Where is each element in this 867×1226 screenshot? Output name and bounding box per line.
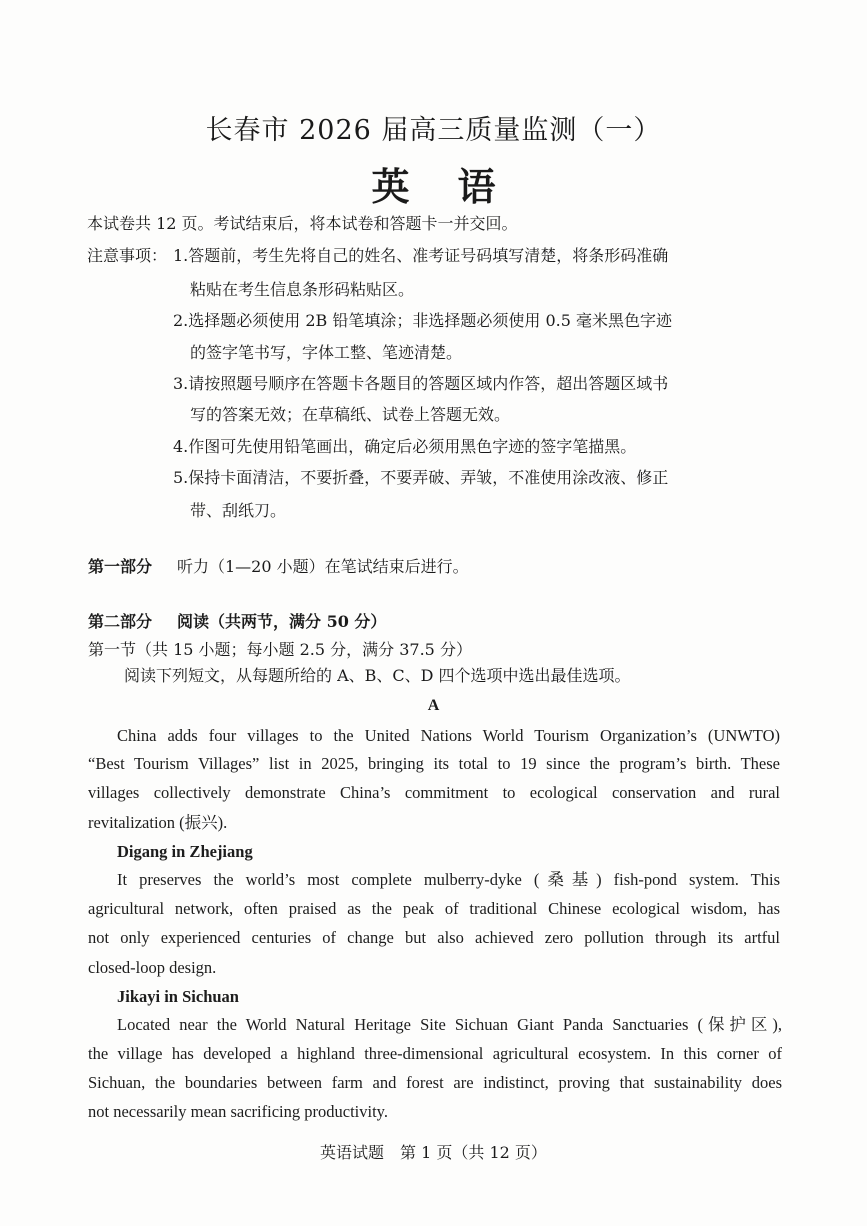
passage-line: Sichuan, the boundaries between farm and forest are indistinct, proving that sustainability does (88, 1073, 782, 1092)
note-item-3-line1: 3.请按照题号顺序在答题卡各题目的答题区域内作答，超出答题区域书 (173, 374, 669, 393)
section-heading: Jikayi in Sichuan (117, 987, 239, 1006)
passage-line: closed-loop design. (88, 958, 217, 977)
note-item-2-line2: 的签字笔书写，字体工整、笔迹清楚。 (190, 343, 463, 362)
note-item-5-line1: 5.保持卡面清洁，不要折叠，不要弄破、弄皱，不准使用涂改液、修正 (173, 468, 669, 487)
page-footer: 英语试题 第 1 页（共 12 页） (320, 1143, 547, 1162)
passage-line: “Best Tourism Villages” list in 2025, bringing its total to 19 since the program’s birth. These (88, 754, 780, 773)
passage-line: China adds four villages to the United Nations World Tourism Organization’s (UNWTO) (117, 726, 780, 745)
passage-line: the village has developed a highland three-dimensional agricultural ecosystem. In this corner of (88, 1044, 782, 1063)
passage-line: Located near the World Natural Heritage Site Sichuan Giant Panda Sanctuaries (保护区), (117, 1015, 782, 1034)
note-item-1-line1: 1.答题前，考生先将自己的姓名、准考证号码填写清楚，将条形码准确 (173, 246, 669, 265)
subject-title: 英语 (371, 164, 544, 209)
reading-direction: 阅读下列短文，从每题所给的 A、B、C、D 四个选项中选出最佳选项。 (124, 666, 631, 685)
passage-line: not necessarily mean sacrificing productivity. (88, 1102, 388, 1121)
part1-text: 听力（1—20 小题）在笔试结束后进行。 (177, 557, 469, 576)
exam-intro: 本试卷共 12 页。考试结束后，将本试卷和答题卡一并交回。 (87, 214, 518, 233)
note-item-5-line2: 带、刮纸刀。 (190, 501, 287, 520)
section-info: 第一节（共 15 小题；每小题 2.5 分，满分 37.5 分） (88, 640, 472, 659)
passage-line: It preserves the world’s most complete mulberry-dyke (桑基) fish-pond system. This (117, 870, 780, 889)
passage-line: agricultural network, often praised as the peak of traditional Chinese ecological wisdom, has (88, 899, 780, 918)
section-heading: Digang in Zhejiang (117, 842, 253, 861)
part1-label: 第一部分 (88, 557, 153, 576)
exam-title: 长春市 2026 届高三质量监测（一） (205, 115, 662, 146)
notes-label: 注意事项： (87, 246, 168, 265)
part2-text: 阅读（共两节，满分 50 分） (177, 612, 387, 631)
note-item-3-line2: 写的答案无效；在草稿纸、试卷上答题无效。 (190, 405, 511, 424)
part2-label: 第二部分 (88, 612, 153, 631)
passage-line: villages collectively demonstrate China’s commitment to ecological conservation and rural (88, 783, 780, 802)
note-item-2-line1: 2.选择题必须使用 2B 铅笔填涂；非选择题必须使用 0.5 毫米黑色字迹 (173, 311, 672, 330)
passage-line: revitalization (振兴). (88, 813, 228, 832)
passage-letter: A (427, 697, 440, 714)
note-item-1-line2: 粘贴在考生信息条形码粘贴区。 (190, 280, 415, 299)
note-item-4-line1: 4.作图可先使用铅笔画出，确定后必须用黑色字迹的签字笔描黑。 (173, 437, 637, 456)
passage-line: not only experienced centuries of change but also achieved zero pollution through its artful (88, 928, 780, 947)
